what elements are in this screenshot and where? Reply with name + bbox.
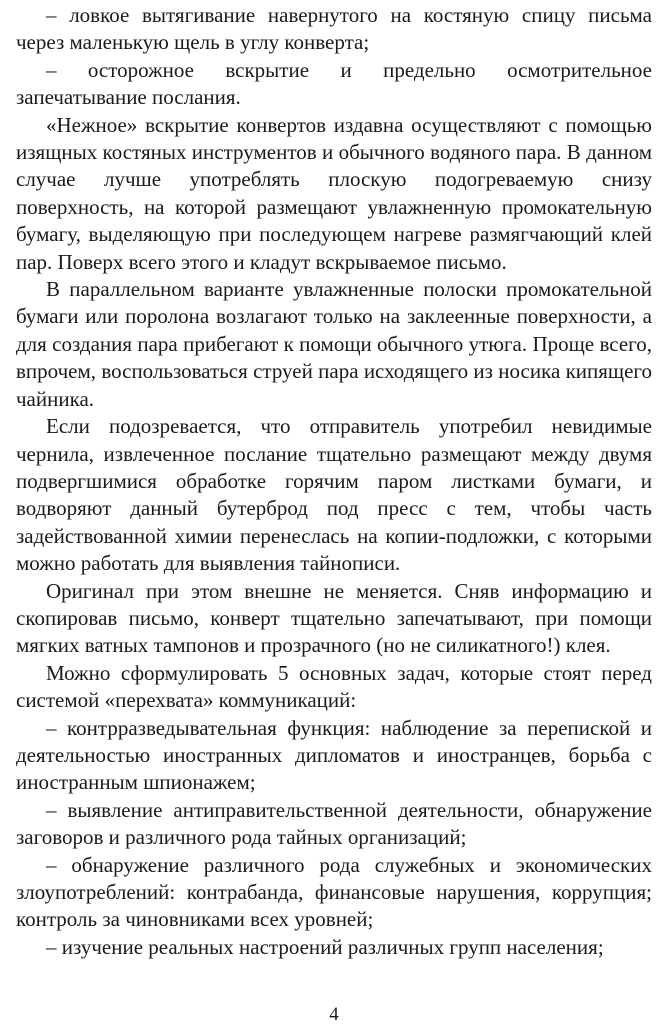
text-body	[16, 2, 652, 961]
paragraph-10: – обнаружение различного рода служебных и экономических злоупотреблений: контрабанда, финансовые нарушения, коррупция; контроль за чиновниками всех уровней;	[16, 852, 652, 932]
paragraph-1: – ловкое вытягивание навернутого на костяную спицу письма через маленькую щель в углу конверта;	[16, 3, 652, 55]
paragraph-11: – изучение реальных настроений различных групп населения;	[46, 934, 604, 959]
paragraph-4: В параллельном варианте увлажненные полоски промокательной бумаги или поролона возлагают только на заклеенные поверхности, а для создания пара прибегают к помощи обычного утюга. Проще всего, впрочем, воспользоваться струей пара исходящего из носика кипящего чайника.	[16, 277, 652, 411]
paragraph-7: Можно сформулировать 5 основных задач, которые стоят перед системой «перехвата» коммуникаций:	[16, 660, 652, 713]
paragraph-8: – контрразведывательная функция: наблюдение за перепиской и деятельностью иностранных дипломатов и иностранцев, борьба с иностранным шпионажем;	[16, 715, 652, 795]
paragraph-6: Оригинал при этом внешне не меняется. Сняв информацию и скопировав письмо, конверт тщательно запечатывают, при помощи мягких ватных тампонов и прозрачного (но не силикатного!) клея.	[16, 578, 652, 658]
page-number: 4	[329, 1004, 339, 1025]
document-page	[16, 0, 652, 1036]
paragraph-9: – выявление антиправительственной деятельности, обнаружение заговоров и различного рода тайных организаций;	[16, 797, 652, 850]
paragraph-5: Если подозревается, что отправитель употребил невидимые чернила, извлеченное послание тщательно размещают между двумя подвергшимися обработке горячим паром листками бумаги, и водворяют данный бутерброд под пресс с тем, чтобы часть задействованной химии перенеслась на копии-подложки, с которыми можно работать для выявления тайнописи.	[16, 414, 652, 576]
paragraph-2: – осторожное вскрытие и предельно осмотрительное запечатывание послания.	[16, 57, 652, 110]
paragraph-3: «Нежное» вскрытие конвертов издавна осуществляют с помощью изящных костяных инструментов и обычного водяного пара. В данном случае лучше употреблять плоскую подогреваемую снизу поверхность, на которой размещают увлажненную промокательную бумагу, выделяющую при последующем нагреве размягчающий клей пар. Поверх всего этого и кладут вскрываемое письмо.	[16, 112, 652, 274]
